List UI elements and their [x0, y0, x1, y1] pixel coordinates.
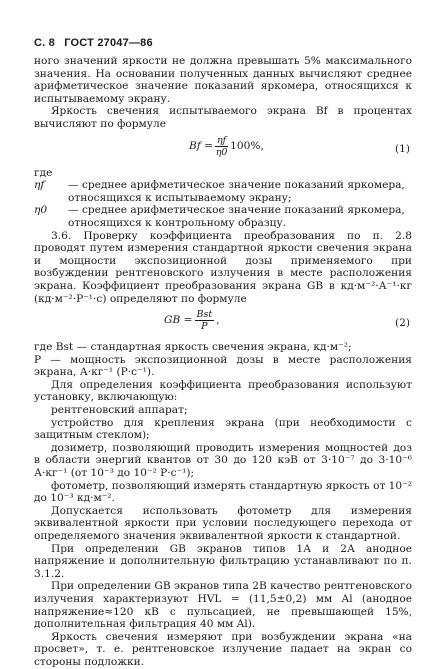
list-item: устройство для крепления экрана (при необходимости с защитным стеклом); — [34, 416, 412, 442]
standard-number: ГОСТ 27047—86 — [64, 37, 153, 49]
formula-2-lhs: GB = — [164, 314, 193, 327]
page-header — [34, 37, 153, 50]
formula-1-tail: 100%, — [230, 139, 264, 152]
paragraph-1: ного значений яркости не должна превышать 5% максимального значения. На основании полученных данных вычисляют среднее арифметическое значение показаний яркомера, относящихся к испытываемому экрану. — [34, 55, 412, 105]
formula-2-tail: , — [216, 314, 220, 327]
formula-1-denominator: η0 — [215, 146, 228, 158]
definition-text: — среднее арифметическое значение показаний яркомера, относящихся к испытываемому экрану; — [68, 179, 405, 204]
formula-2-numerator: Bst — [196, 309, 213, 321]
definition-text: — среднее арифметическое значение показаний яркомера, относящихся к контрольному образцу. — [68, 204, 405, 229]
definition-p: P — мощность экспозиционной дозы в месте расположения экрана, А·кг⁻¹ (Р·с⁻¹). — [34, 353, 412, 379]
list-item: дозиметр, позволяющий проводить измерения мощностей доз в области энергий квантов от 30 до 120 кэВ от 3·10⁻⁷ до 3·10⁻⁶ А·кг⁻¹ (от 10⁻³ до 10⁻² Р·с⁻¹); — [34, 441, 412, 480]
formula-2 — [34, 309, 412, 339]
paragraph-5: Допускается использовать фотометр для измерения эквивалентной яркости при условии последующего перехода от определяемого значения эквивалентной яркости к стандартной. — [34, 504, 412, 542]
definition-item — [34, 204, 412, 229]
formula-1-numerator: ηf — [216, 134, 227, 146]
page-label: С. 8 — [34, 37, 55, 49]
paragraph-8: Яркость свечения измеряют при возбуждении экрана «на просвет», т. е. рентгеновское излучение падает на экран со стороны подложки. — [34, 630, 412, 668]
formula-1-lhs: Bf = — [189, 139, 213, 152]
definition-bst: где Bst — стандартная яркость свечения экрана, кд·м⁻²; — [34, 341, 352, 354]
paragraph-2: Яркость свечения испытываемого экрана Bf в процентах вычисляют по формуле — [34, 105, 412, 130]
definition-symbol: ηf — [34, 179, 45, 192]
formula-1-number: (1) — [394, 142, 410, 155]
document-body — [34, 55, 412, 669]
formula-1-fraction — [215, 135, 228, 158]
where-label: где — [34, 166, 53, 179]
formula-2-number: (2) — [394, 317, 410, 330]
definition-item — [34, 179, 412, 204]
paragraph-3: 3.6. Проверку коэффициента преобразования по п. 2.8 проводят путем измерения стандартной яркости свечения экрана и мощности экспозиционной дозы применяемого при возбуждении рентгеновского излучения в месте расположения экрана. Коэффициент преобразования экрана GB в кд·м⁻²·А⁻¹·кг (кд·м⁻²·Р⁻¹·с) определяют по формуле — [34, 229, 412, 305]
formula-2-denominator: P — [201, 321, 208, 333]
paragraph-7: При определении GB экранов типа 2В качество рентгеновского излучения характеризуют HVL = (11,5±0,2) мм Al (анодное напряжение≈120 кВ с пульсацией, не превышающей 15%, дополнительная фильтрация 40 мм Al). — [34, 580, 412, 631]
formula-1 — [34, 135, 412, 165]
list-item: фотометр, позволяющий измерять стандартную яркость от 10⁻² до 10⁻³ кд·м⁻². — [34, 479, 412, 505]
formula-2-fraction — [195, 309, 215, 332]
definition-symbol: η0 — [34, 204, 48, 217]
paragraph-6: При определении GB экранов типов 1А и 2А анодное напряжение и дополнительную фильтрацию устанавливают по п. 3.1.2. — [34, 542, 412, 580]
paragraph-4: Для определения коэффициента преобразования используют установку, включающую: — [34, 378, 412, 404]
list-item: рентгеновский аппарат; — [51, 404, 188, 417]
